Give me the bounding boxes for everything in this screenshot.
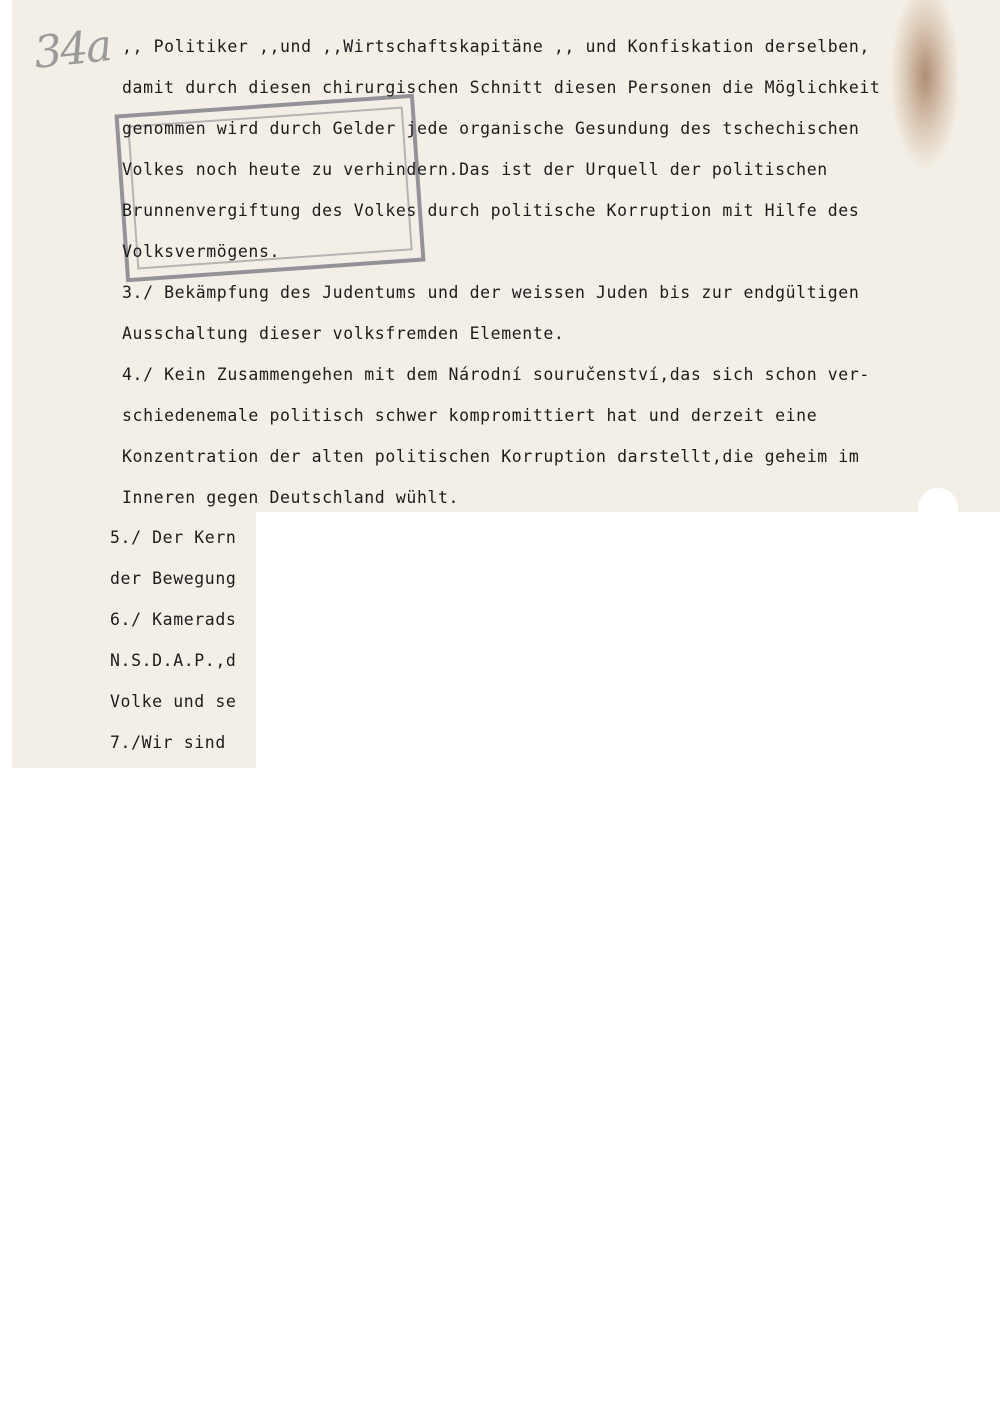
text-line: der Bewegung	[110, 569, 237, 588]
text-line: 4./ Kein Zusammengehen mit dem Národní souručenství,das sich schon ver-	[122, 365, 870, 384]
punch-hole	[918, 488, 958, 528]
text-line: Volkes noch heute zu verhindern.Das ist der Urquell der politischen	[122, 160, 828, 179]
text-line: N.S.D.A.P.,d	[110, 651, 237, 670]
archive-number: 34a	[31, 20, 113, 79]
blank-region	[256, 512, 1000, 768]
text-line: Brunnenvergiftung des Volkes durch politische Korruption mit Hilfe des	[122, 201, 860, 220]
text-line: ,, Politiker ,,und ,,Wirtschaftskapitäne ,, und Konfiskation derselben,	[122, 37, 870, 56]
text-line: schiedenemale politisch schwer kompromittiert hat und derzeit eine	[122, 406, 818, 425]
text-line: damit durch diesen chirurgischen Schnitt diesen Personen die Möglichkeit	[122, 78, 881, 97]
typed-text-upper	[122, 34, 990, 526]
text-line: 5./ Der Kern	[110, 528, 237, 547]
text-line: 6./ Kamerads	[110, 610, 237, 629]
text-line: Konzentration der alten politischen Korruption darstellt,die geheim im	[122, 447, 860, 466]
text-line: Volke und se	[110, 692, 237, 711]
text-line: 3./ Bekämpfung des Judentums und der weissen Juden bis zur endgültigen	[122, 283, 860, 302]
typed-text-lower	[110, 525, 256, 771]
text-line: 7./Wir sind	[110, 733, 226, 752]
text-line: Volksvermögens.	[122, 242, 281, 261]
text-line: genommen wird durch Gelder jede organische Gesundung des tschechischen	[122, 119, 860, 138]
text-line: Inneren gegen Deutschland wühlt.	[122, 488, 460, 507]
text-line: Ausschaltung dieser volksfremden Elemente.	[122, 324, 565, 343]
